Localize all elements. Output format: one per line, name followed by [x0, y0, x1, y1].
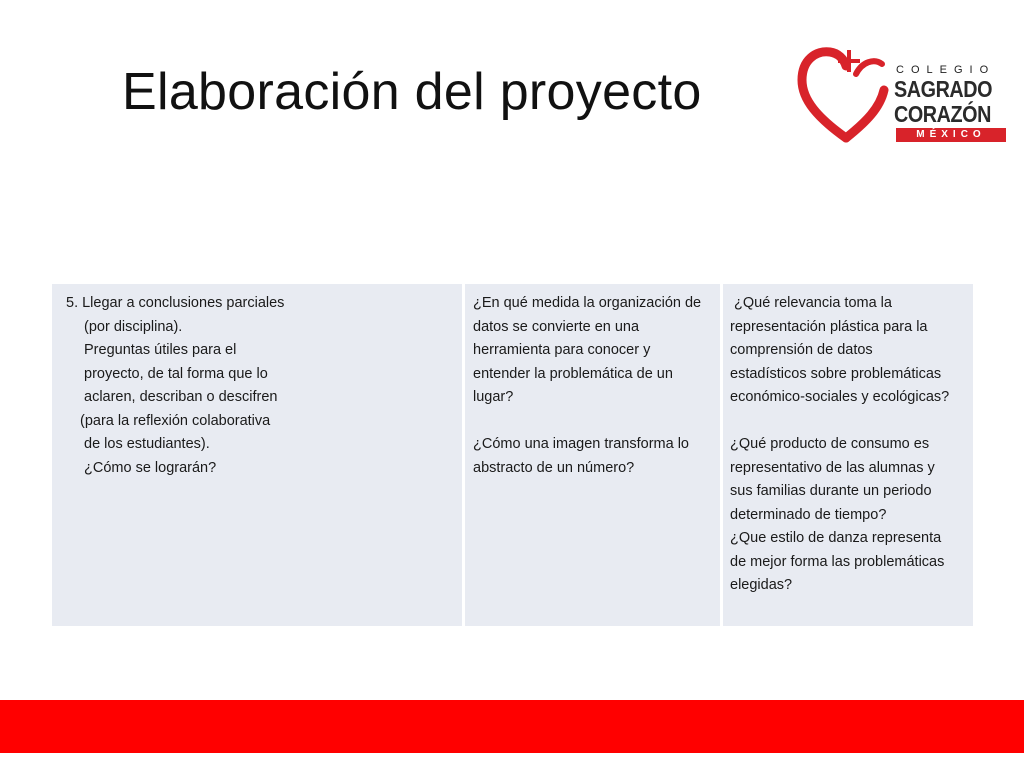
cell-line: datos se convierte en una: [473, 318, 640, 335]
cell-line: Preguntas útiles para el: [84, 342, 237, 358]
cell-line: ¿Que estilo de danza representa: [730, 530, 942, 546]
cell-line: aclaren, describan o descifren: [84, 389, 278, 405]
cell-line: económico-sociales y ecológicas?: [730, 389, 950, 405]
cell-line: representación plástica para la: [730, 318, 928, 335]
content-table: [52, 284, 973, 626]
cell-line: ¿En qué medida la organización de: [473, 295, 702, 311]
cell-line: herramienta para conocer y: [473, 342, 651, 358]
cell-line: ¿Cómo una imagen transforma lo: [473, 436, 689, 452]
footer-bar: [0, 700, 1024, 753]
cell-line: (para la reflexión colaborativa: [80, 412, 271, 429]
heart-cross-icon: [796, 30, 896, 148]
logo-line-corazon: CORAZÓN: [894, 101, 991, 127]
logo-line-mexico: MÉXICO: [896, 128, 1006, 142]
cell-spacer: [730, 410, 965, 434]
table-cell-steps: [52, 284, 462, 626]
table-cell-questions-art: [723, 284, 973, 626]
cell-line: determinado de tiempo?: [730, 506, 887, 523]
cell-line: (por disciplina).: [84, 318, 183, 335]
cell-line: abstracto de un número?: [473, 459, 635, 476]
cell-line: ¿Qué relevancia toma la: [734, 295, 892, 311]
cell-line: de los estudiantes).: [84, 436, 210, 452]
cell-line: ¿Cómo se lograrán?: [84, 459, 217, 476]
cell-line: comprensión de datos: [730, 342, 873, 358]
cell-line: elegidas?: [730, 577, 793, 593]
school-logo: [796, 30, 1016, 150]
logo-line-colegio: COLEGIO: [896, 64, 996, 76]
cell-line: estadísticos sobre problemáticas: [730, 365, 942, 382]
cell-line: sus familias durante un periodo: [730, 483, 932, 499]
table-cell-questions-data: [465, 284, 720, 626]
cell-line: 5. Llegar a conclusiones parciales: [66, 295, 285, 311]
cell-spacer: [473, 410, 712, 434]
cell-line: representativo de las alumnas y: [730, 459, 935, 476]
cell-line: de mejor forma las problemáticas: [730, 553, 945, 570]
cell-line: ¿Qué producto de consumo es: [730, 436, 930, 452]
logo-line-sagrado: SAGRADO: [894, 76, 993, 102]
cell-line: lugar?: [473, 389, 514, 405]
cell-line: proyecto, de tal forma que lo: [84, 365, 268, 382]
slide-title: Elaboración del proyecto: [122, 63, 702, 121]
cell-line: entender la problemática de un: [473, 365, 673, 382]
